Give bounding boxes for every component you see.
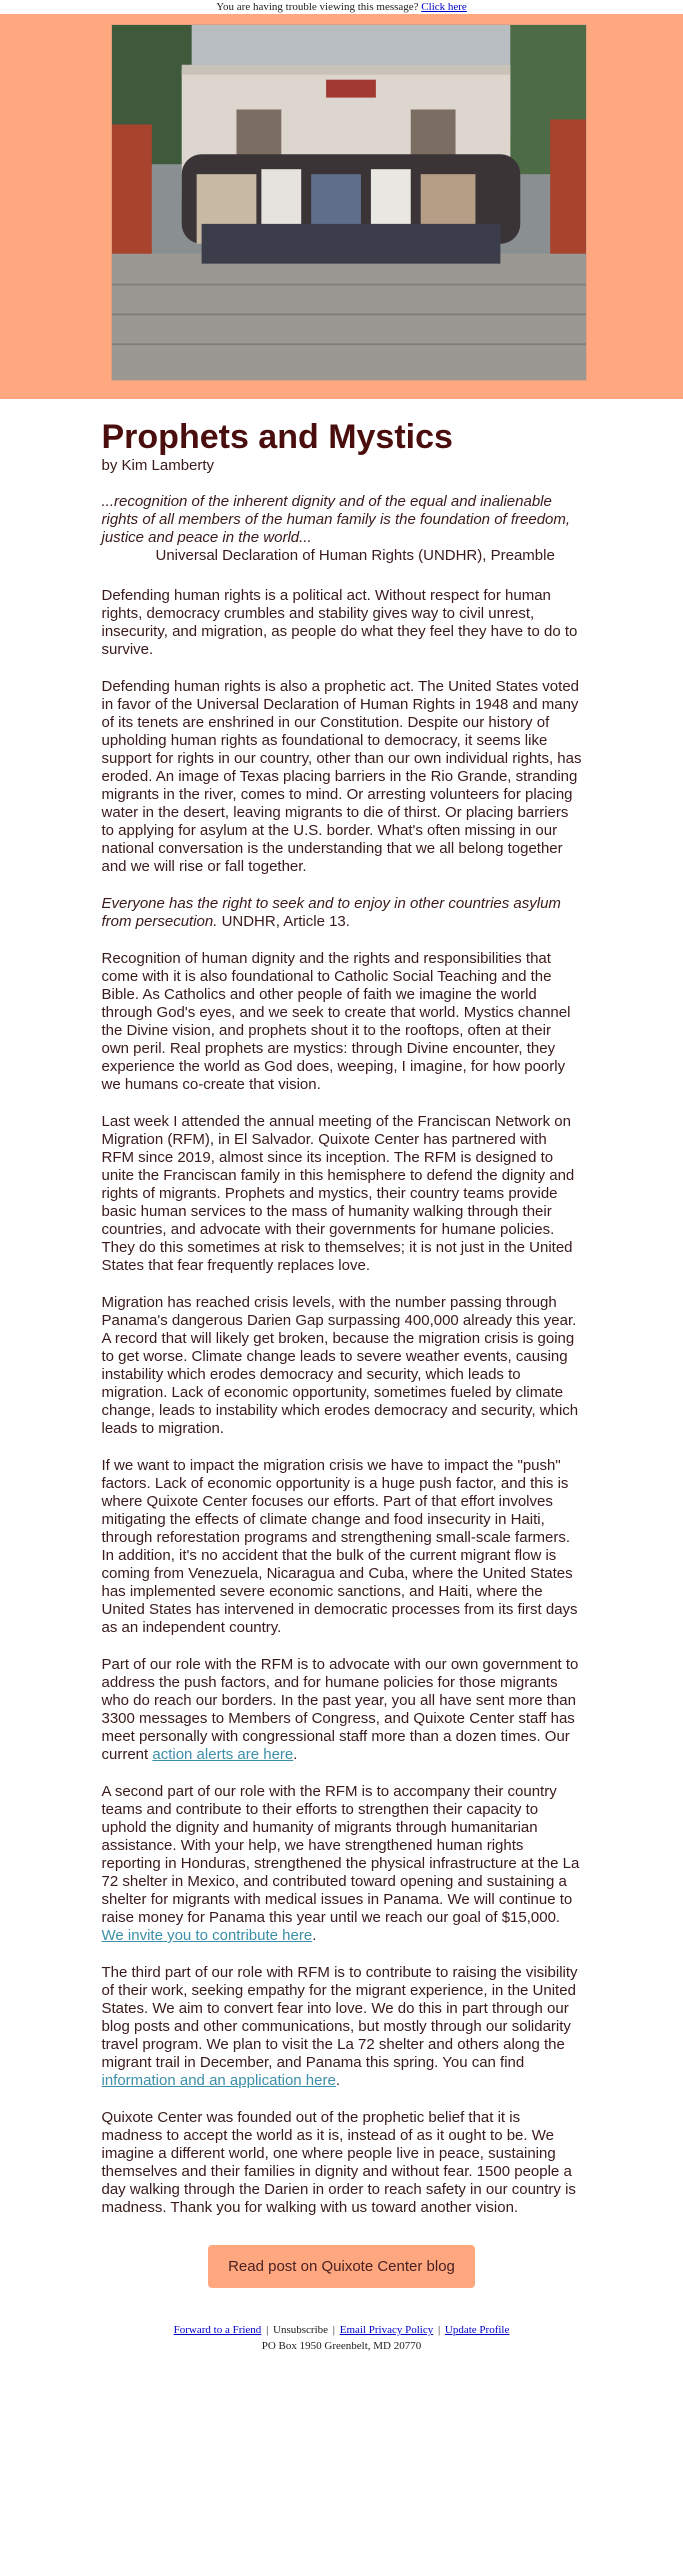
footer-separator: |: [437, 2324, 441, 2336]
quote-attribution: UNDHR, Article 13.: [221, 913, 350, 930]
paragraph-end: .: [293, 1746, 298, 1763]
quote-text: Everyone has the right to seek and to enjoy in other countries asylum from persecution.: [101, 895, 561, 930]
footer-separator: |: [332, 2324, 335, 2336]
article-title: Prophets and Mystics: [101, 418, 453, 456]
paragraph-text: Part of our role with the RFM is to advocate with our own government to address the push factors, and for humane policies for those migrants who do reach our borders. In the past year, you all have sent more than 3300 messages to Members of Congress, and Quixote Center staff has meet personally with congressional staff more than a dozen times. Our current: [101, 1656, 579, 1763]
people-group: [182, 154, 521, 263]
cta-container: [102, 2245, 582, 2288]
forward-to-friend-link[interactable]: Forward to a Friend: [173, 2324, 262, 2336]
paragraph-4: Last week I attended the annual meeting of the Franciscan Network on Migration (RFM), in El Salvador. Quixote Center has partnered with RFM since 2019, almost since its inception. The RFM is designed to unite the Franciscan family in this hemisphere to defend the dignity and rights of migrants. Prophets and mystics, their country teams provide basic human services to the mass of humanity walking through their countries, and advocate with their governments for humane policies. They do this sometimes at risk to themselves; it is not just in the United States that fear frequently replaces love.: [101, 1113, 575, 1274]
quote-text: ...recognition of the inherent dignity and of the equal and inalienable rights of all members of the human family is the foundation of freedom, justice and peace in the world...: [101, 493, 571, 546]
article-byline: by Kim Lamberty: [101, 457, 215, 474]
preheader: [0, 0, 683, 14]
preheader-text: You are having trouble viewing this message?: [216, 1, 419, 13]
paragraph-2: Defending human rights is also a prophetic act. The United States voted in favor of the Universal Declaration of Human Rights in 1948 and many of its tenets are enshrined in our Constitution. Despite our history of upholding human rights as foundational to democracy, it seems like support for rights in our country, other than our own individual rights, has eroded. An image of Texas placing barriers in the Rio Grande, stranding migrants in the river, comes to mind. Or arresting volunteers for placing water in the desert, leaving migrants to die of thirst. Or placing barriers to applying for asylum at the U.S. border. What's often missing in our national conversation is the understanding that we all belong together and we will rise or fall together.: [101, 678, 582, 875]
quote-attribution: Universal Declaration of Human Rights (UNDHR), Preamble: [155, 547, 555, 564]
paragraph-7: [102, 1656, 582, 1764]
paragraph-text: A second part of our role with the RFM is to accompany their country teams and contribute to their efforts to strengthen their capacity to uphold the dignity and humanity of migrants through humanitarian assistance. With your help, we have strengthened human rights reporting in Honduras, strengthened the physical infrastructure at the La 72 shelter in Mexico, and contributed toward opening and sustaining a shelter for migrants with medical issues in Panama. We will continue to raise money for Panama this year until we reach our goal of $15,000.: [101, 1783, 580, 1926]
contribute-link[interactable]: We invite you to contribute here: [101, 1927, 313, 1944]
travel-application-link[interactable]: information and an application here: [101, 2072, 336, 2089]
paragraph-6: If we want to impact the migration crisis we have to impact the "push" factors. Lack of economic opportunity is a huge push factor, and this is where Quixote Center focuses our efforts. Part of that effort involves mitigating the effects of climate change and food insecurity in Haiti, through reforestation programs and strengthening small-scale farmers. In addition, it's no accident that the bulk of the current migrant flow is coming from Venezuela, Nicaragua and Cuba, where the United States has implemented severe economic sanctions, and Haiti, where the United States has intervened in democratic processes from its first days as an independent country.: [101, 1457, 578, 1636]
hero-image: [111, 24, 587, 381]
paragraph-text: The third part of our role with RFM is to contribute to raising the visibility of their work, seeking empathy for the migrant experience, in the United States. We aim to convert fear into love. We do this in part through our blog posts and other communications, but mostly through our solidarity travel program. We plan to visit the La 72 shelter and others along the migrant trail in December, and Panama this spring. You can find: [101, 1964, 578, 2071]
article-body: [102, 399, 582, 2288]
email-footer: [0, 2322, 683, 2364]
paragraph-8: [102, 1783, 582, 1945]
footer-address: PO Box 1950 Greenbelt, MD 20770: [261, 2340, 422, 2352]
footer-links: [0, 2322, 683, 2338]
paragraph-end: .: [335, 2072, 340, 2089]
action-alerts-link[interactable]: action alerts are here: [152, 1746, 294, 1763]
hero-band: [0, 14, 683, 399]
paragraph-1: Defending human rights is a political act. Without respect for human rights, democracy crumbles and stability gives way to civil unrest, insecurity, and migration, as people do what they feel they have to do to survive.: [101, 587, 578, 658]
paragraph-10: Quixote Center was founded out of the prophetic belief that it is madness to accept the world as it is, instead of as it ought to be. We imagine a different world, one where people live in peace, sustaining themselves and their families in dignity and without fear. 1500 people a day walking through the Darien in order to reach safety in our country is madness. Thank you for walking with us toward another vision.: [101, 2109, 576, 2216]
update-profile-link[interactable]: Update Profile: [444, 2324, 510, 2336]
unsubscribe-link[interactable]: Unsubscribe: [273, 2324, 329, 2336]
view-online-link[interactable]: Click here: [421, 1, 467, 13]
paragraph-5: Migration has reached crisis levels, with the number passing through Panama's dangerous Darien Gap surpassing 400,000 already this year. A record that will likely get broken, because the migration crisis is going to get worse. Climate change leads to severe weather events, causing instability which erodes democracy and security, which leads to migration. Lack of economic opportunity, sometimes fueled by climate change, leads to instability which erodes democracy and security, which leads to migration.: [101, 1294, 579, 1437]
paragraph-3: Recognition of human dignity and the rights and responsibilities that come with it is also foundational to Catholic Social Teaching and the Bible. As Catholics and other people of faith we imagine the world through God's eyes, and we seek to create that world. Mystics channel the Divine vision, and prophets shout it to the rooftops, often at their own peril. Real prophets are mystics: through Divine encounter, they experience the world as God does, weeping, I imagine, for how poorly we humans co-create that vision.: [101, 950, 571, 1093]
footer-separator: |: [266, 2324, 269, 2336]
paragraph-9: [102, 1964, 582, 2090]
privacy-policy-link[interactable]: Email Privacy Policy: [339, 2324, 434, 2336]
group-photo-illustration: [112, 25, 586, 380]
paragraph-end: .: [312, 1927, 317, 1944]
undhr-article-13-quote: [102, 895, 582, 931]
undhr-preamble-quote: [102, 493, 582, 565]
read-on-blog-button[interactable]: Read post on Quixote Center blog: [208, 2245, 475, 2288]
